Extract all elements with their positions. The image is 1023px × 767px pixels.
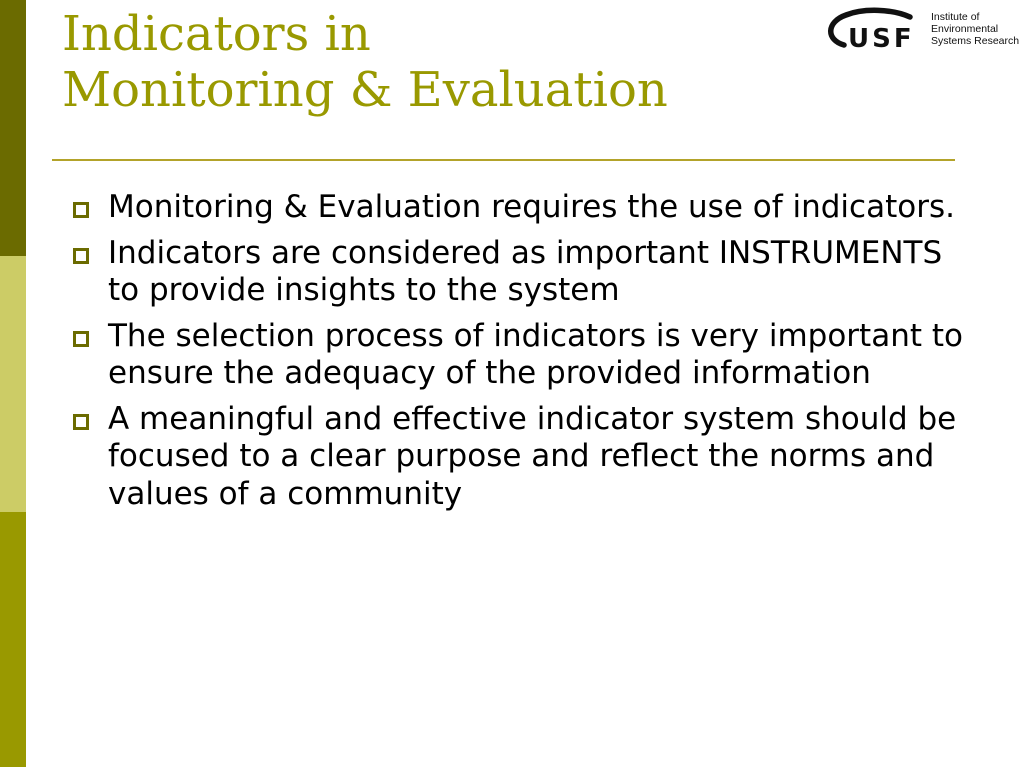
slide-title-line-1: Indicators in bbox=[62, 6, 371, 62]
bullet-item bbox=[70, 235, 970, 310]
bullet-list bbox=[70, 189, 970, 521]
usf-wordmark: USF bbox=[848, 24, 915, 54]
hollow-square-bullet-icon bbox=[73, 331, 89, 347]
usf-institute-name bbox=[931, 11, 1019, 47]
bullet-item bbox=[70, 401, 970, 514]
hollow-square-bullet-icon bbox=[73, 202, 89, 218]
usf-logo-mark bbox=[824, 4, 924, 54]
logo-line-2: Environmental bbox=[931, 23, 999, 35]
usf-logo bbox=[824, 4, 1023, 60]
bullet-item bbox=[70, 189, 970, 227]
hollow-square-bullet-icon bbox=[73, 414, 89, 430]
slide-title-line-2: Monitoring & Evaluation bbox=[62, 62, 668, 118]
bullet-item bbox=[70, 318, 970, 393]
logo-line-1: Institute of bbox=[931, 11, 980, 23]
sidebar-band-bottom bbox=[0, 512, 26, 767]
title-divider bbox=[52, 159, 955, 161]
bullet-text: Indicators are considered as important INSTRUMENTS to provide insights to the system bbox=[108, 234, 943, 308]
bullet-text: Monitoring & Evaluation requires the use of indicators. bbox=[108, 189, 955, 225]
bullet-text: A meaningful and effective indicator system should be focused to a clear purpose and reflect the norms and values of a community bbox=[108, 400, 957, 512]
hollow-square-bullet-icon bbox=[73, 248, 89, 264]
sidebar-band-top bbox=[0, 0, 26, 256]
bullet-text: The selection process of indicators is very important to ensure the adequacy of the provided information bbox=[108, 317, 963, 391]
logo-line-3: Systems Research bbox=[931, 35, 1020, 47]
sidebar-band-middle bbox=[0, 256, 26, 512]
slide-title bbox=[62, 6, 668, 118]
